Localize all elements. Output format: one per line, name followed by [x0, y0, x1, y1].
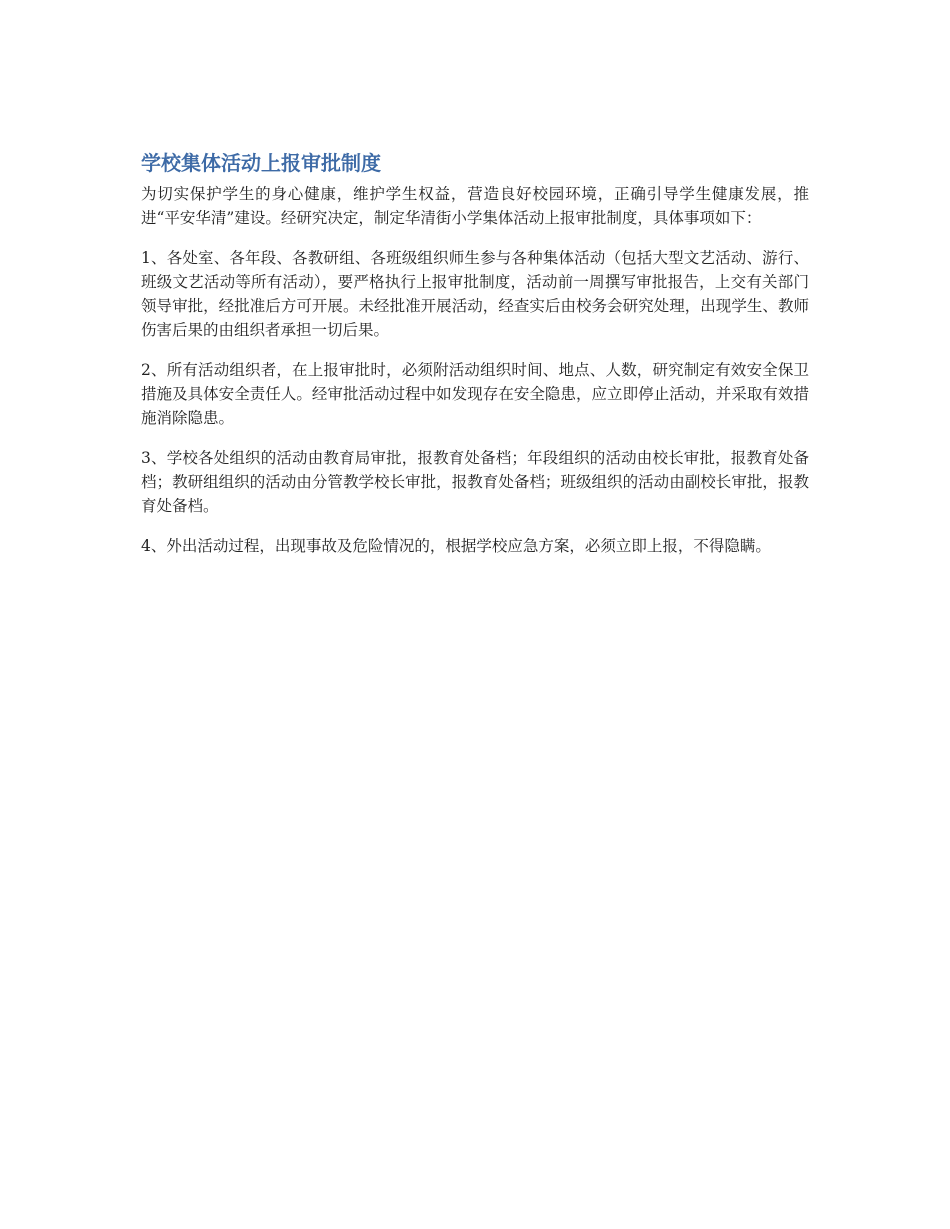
- document-title: 学校集体活动上报审批制度: [141, 151, 381, 175]
- rule-paragraph-3: 3、学校各处组织的活动由教育局审批，报教育处备档；年段组织的活动由校长审批，报教育处备档；教研组组织的活动由分管教学校长审批，报教育处备档；班级组织的活动由副校长审批，报教育处备档。: [141, 449, 809, 515]
- rule-paragraph-2: 2、所有活动组织者，在上报审批时，必须附活动组织时间、地点、人数，研究制定有效安全保卫措施及具体安全责任人。经审批活动过程中如发现存在安全隐患，应立即停止活动，并采取有效措施消除隐患。: [141, 361, 809, 427]
- rule-paragraph-1: 1、各处室、各年段、各教研组、各班级组织师生参与各种集体活动（包括大型文艺活动、游行、班级文艺活动等所有活动），要严格执行上报审批制度，活动前一周撰写审批报告，上交有关部门领导审批，经批准后方可开展。未经批准开展活动，经查实后由校务会研究处理，出现学生、教师伤害后果的由组织者承担一切后果。: [141, 249, 809, 339]
- intro-paragraph: 为切实保护学生的身心健康，维护学生权益，营造良好校园环境，正确引导学生健康发展，推进“平安华清”建设。经研究决定，制定华清街小学集体活动上报审批制度，具体事项如下：: [141, 185, 809, 227]
- document-page: [141, 148, 809, 574]
- rule-paragraph-4: 4、外出活动过程，出现事故及危险情况的，根据学校应急方案，必须立即上报，不得隐瞒。: [141, 537, 771, 555]
